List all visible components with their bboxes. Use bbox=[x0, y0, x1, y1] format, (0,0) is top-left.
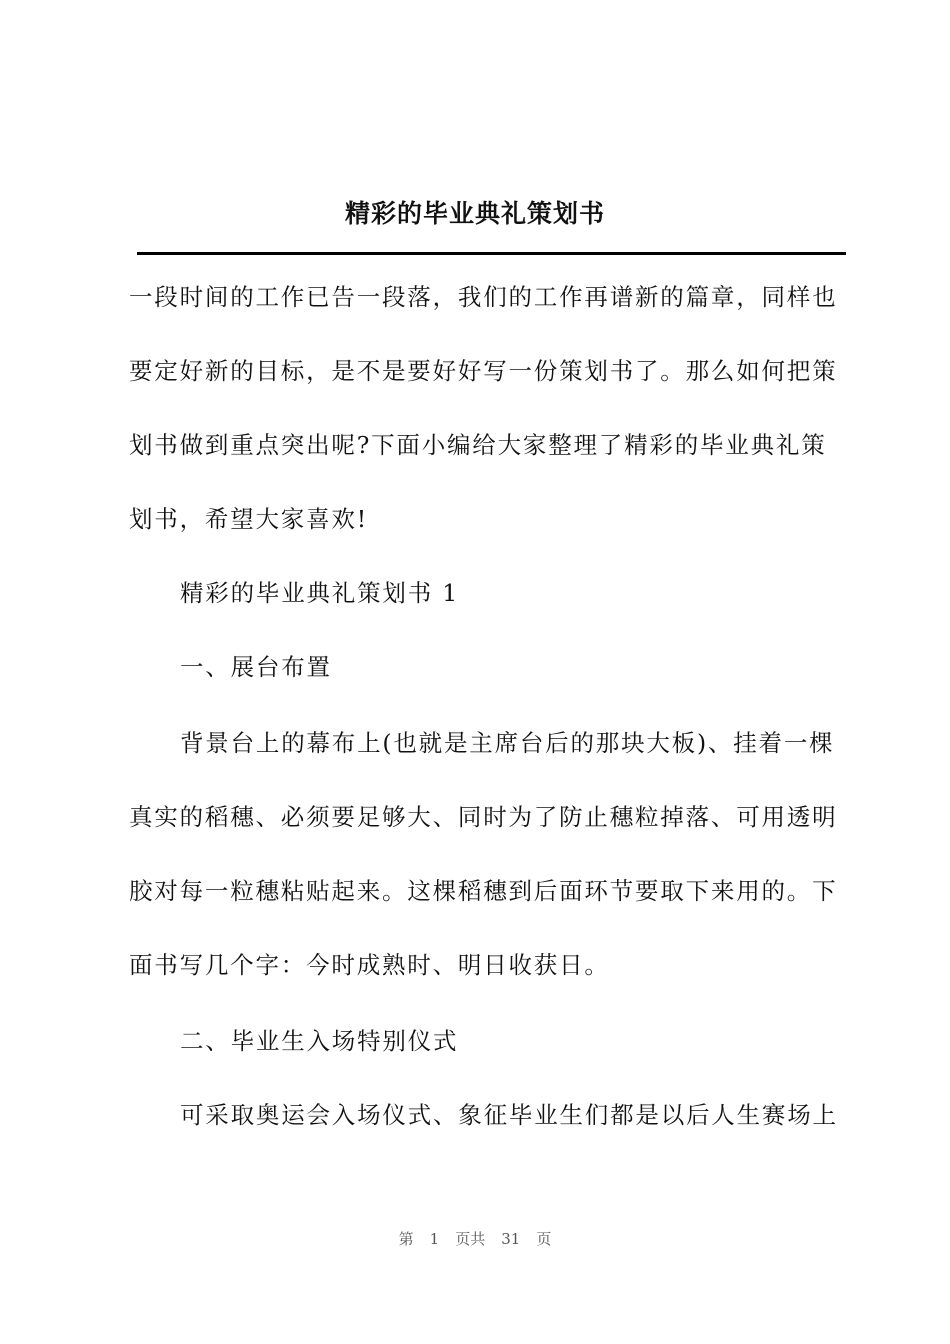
document-title: 精彩的毕业典礼策划书 bbox=[344, 199, 605, 228]
paragraph-line: 一段时间的工作已告一段落，我们的工作再谱新的篇章，同样也 bbox=[129, 283, 838, 311]
footer-page-number: 1 bbox=[429, 1230, 440, 1248]
paragraph-line: 面书写几个字：今时成熟时、明日收获日。 bbox=[129, 951, 610, 979]
page-footer bbox=[0, 1228, 950, 1250]
footer-middle: 页共 bbox=[455, 1230, 486, 1248]
section-heading: 精彩的毕业典礼策划书 1 bbox=[180, 579, 460, 607]
paragraph-line: 可采取奥运会入场仪式、象征毕业生们都是以后人生赛场上 bbox=[180, 1101, 838, 1129]
section-heading: 一、展台布置 bbox=[180, 653, 332, 681]
paragraph-line: 背景台上的幕布上(也就是主席台后的那块大板)、挂着一棵 bbox=[180, 729, 835, 757]
title-divider bbox=[137, 252, 846, 255]
paragraph-line: 真实的稻穗、必须要足够大、同时为了防止穗粒掉落、可用透明 bbox=[129, 803, 838, 831]
footer-suffix: 页 bbox=[536, 1230, 552, 1248]
paragraph-line: 要定好新的目标，是不是要好好写一份策划书了。那么如何把策 bbox=[129, 357, 838, 385]
section-heading: 二、毕业生入场特别仪式 bbox=[180, 1027, 459, 1055]
paragraph-line: 划书做到重点突出呢?下面小编给大家整理了精彩的毕业典礼策 bbox=[129, 431, 827, 459]
paragraph-line: 胶对每一粒穗粘贴起来。这棵稻穗到后面环节要取下来用的。下 bbox=[129, 877, 838, 905]
footer-total-pages: 31 bbox=[501, 1230, 521, 1248]
paragraph-line: 划书，希望大家喜欢! bbox=[129, 505, 368, 533]
footer-prefix: 第 bbox=[398, 1230, 414, 1248]
